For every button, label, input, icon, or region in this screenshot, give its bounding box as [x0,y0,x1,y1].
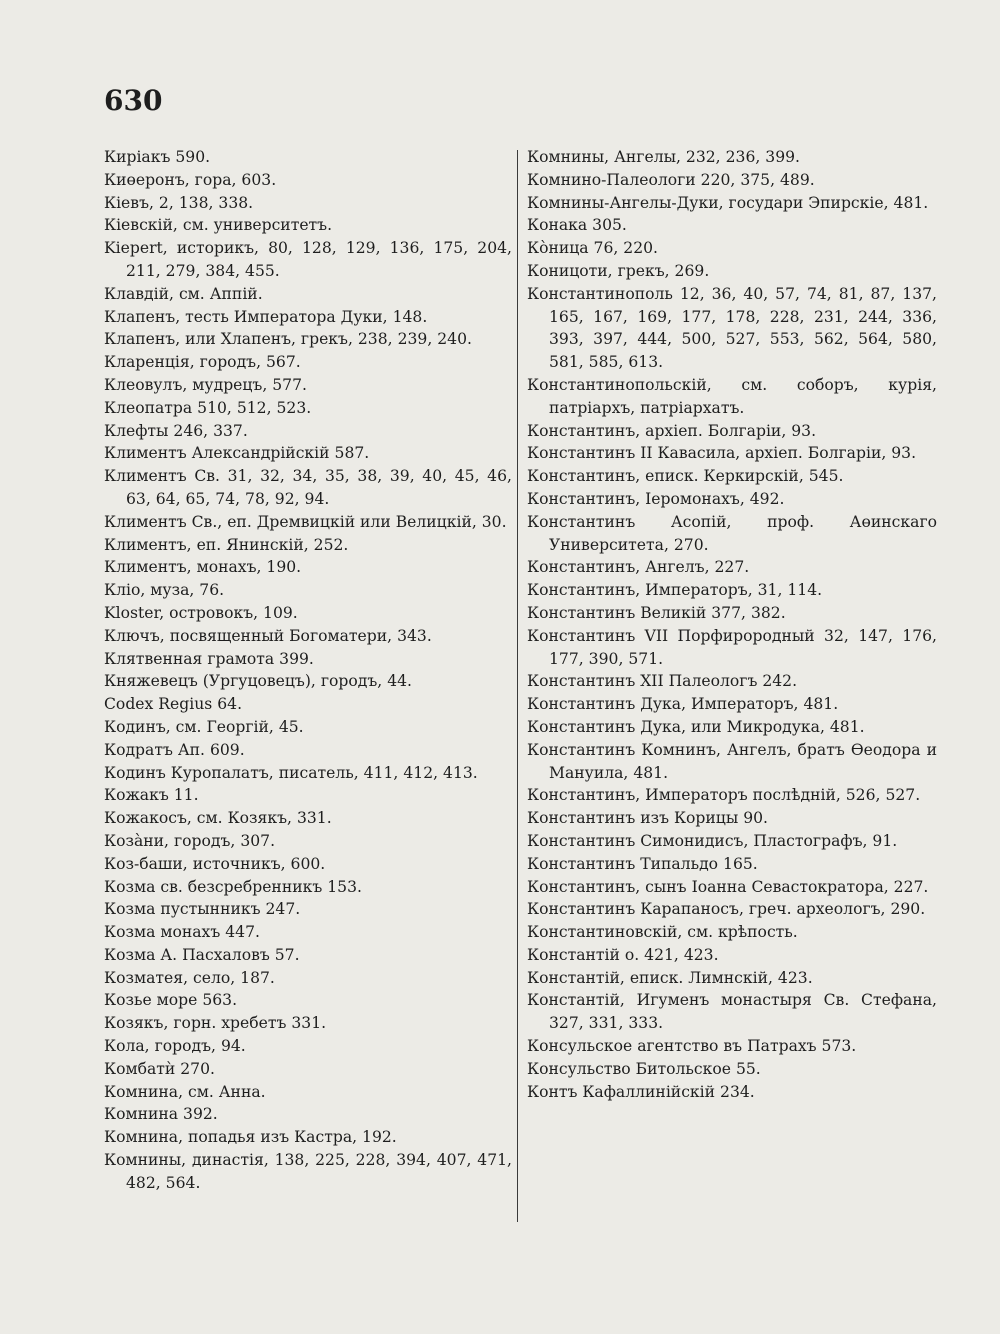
index-entry: Константинъ, сынъ Іоанна Севастократора, 227. [527,877,929,896]
index-entry: Клеопатра 510, 512, 523. [104,398,312,417]
page-number: 630 [104,84,163,117]
index-entry: Константій, Игуменъ монастыря Св. Стефана, 327, 331, 333. [527,991,937,1033]
index-entry: Кола, городъ, 94. [104,1037,246,1056]
index-entry: Кòница 76, 220. [527,239,659,258]
index-entry: Контъ Кафаллинійскій 234. [527,1082,755,1101]
index-entry: Климентъ Св. 31, 32, 34, 35, 38, 39, 40, 45, 46, 63, 64, 65, 74, 78, 92, 94. [104,467,512,508]
index-entry: Константинъ, Императоръ, 31, 114. [527,581,823,600]
index-entry: Клефты 246, 337. [104,421,248,440]
index-entry: Константинъ Карапаносъ, греч. археологъ, 290. [527,900,926,919]
index-entry: Козма А. Пасхаловъ 57. [104,945,300,964]
index-entry: Ключъ, посвященный Богоматери, 343. [104,626,432,645]
index-entry: Кожакъ 11. [104,786,199,805]
index-entry: Княжевецъ (Ургуцовецъ), городъ, 44. [104,672,412,691]
index-entry: Константинопольскій, см. соборъ, курія, патріархъ, патріархатъ. [527,375,937,417]
index-entry: Конака 305. [527,216,627,235]
index-entry: Константинъ, архіеп. Болгаріи, 93. [527,421,817,440]
index-entry: Климентъ, монахъ, 190. [104,558,302,577]
index-entry: Клавдій, см. Аппій. [104,284,263,303]
index-entry: Константинъ Дука, Императоръ, 481. [527,695,839,714]
index-entry: Константинъ Дука, или Микродука, 481. [527,717,865,736]
index-entry: Кодинъ Куропалатъ, писатель, 411, 412, 413. [104,763,478,782]
index-entry: Комнина, см. Анна. [104,1082,266,1101]
index-entry: Kloster, островокъ, 109. [104,603,298,622]
left-index-column [104,146,512,1195]
index-entry: Кожакосъ, см. Козякъ, 331. [104,809,332,828]
index-entry: Константинъ XII Палеологъ 242. [527,672,798,691]
index-entry: Константинъ Типальдо 165. [527,854,758,873]
index-entry: Козье море 563. [104,991,238,1010]
index-entry: Константинъ изъ Корицы 90. [527,809,768,828]
index-entry: Комнины, династія, 138, 225, 228, 394, 407, 471, 482, 564. [104,1151,512,1192]
index-entry: Константинъ, Іеромонахъ, 492. [527,489,785,508]
index-entry: Козма монахъ 447. [104,923,260,942]
index-entry: Козàни, городъ, 307. [104,831,276,850]
index-entry: Клапенъ, или Хлапенъ, грекъ, 238, 239, 240. [104,330,472,349]
column-divider [517,150,518,1222]
index-entry: Клятвенная грамота 399. [104,649,314,668]
index-entry: Киріакъ 590. [104,148,211,166]
index-entry: Козматея, село, 187. [104,968,275,987]
index-entry: Кодратъ Ап. 609. [104,740,245,759]
index-entry: Клеовулъ, мудрецъ, 577. [104,375,307,394]
index-entry: Комнина, попадья изъ Кастра, 192. [104,1128,397,1147]
index-entry: Константинъ, Императоръ послѣдній, 526, 527. [527,786,921,805]
index-entry: Киөеронъ, гора, 603. [104,170,277,189]
index-entry: Константинъ II Кавасила, архіеп. Болгаріи, 93. [527,444,917,463]
index-entry: Константинъ Комнинъ, Ангелъ, братъ Өеодора и Мануила, 481. [527,740,937,782]
index-entry: Константиновскій, см. крѣпость. [527,923,798,942]
right-index-column [527,146,937,1103]
index-entry: Константинъ Великій 377, 382. [527,603,786,622]
index-entry: Коз-баши, источникъ, 600. [104,854,326,873]
index-entry: Константинъ Асопій, проф. Аөинскаго Университета, 270. [527,512,937,554]
index-entry: Козякъ, горн. хребетъ 331. [104,1014,327,1033]
index-entry: Комнина 392. [104,1105,218,1124]
index-entry: Клапенъ, тесть Императора Дуки, 148. [104,307,428,326]
index-entry: Константинъ Симонидисъ, Пластографъ, 91. [527,831,898,850]
index-entry: Консульское агентство въ Патрахъ 573. [527,1037,857,1056]
index-entry: Климентъ Александрійскій 587. [104,444,370,463]
index-entry: Кодинъ, см. Георгій, 45. [104,717,304,736]
index-entry: Комнино-Палеологи 220, 375, 489. [527,170,815,189]
index-entry: Константинъ, Ангелъ, 227. [527,558,750,577]
index-entry: Консульство Битольское 55. [527,1059,761,1078]
index-entry: Константинъ VII Порфирородный 32, 147, 176, 177, 390, 571. [527,626,937,668]
index-entry: Кліо, муза, 76. [104,581,225,600]
index-entry: Козма пустынникъ 247. [104,900,301,919]
index-entry: Комнины, Ангелы, 232, 236, 399. [527,148,800,166]
index-entry: Кларенція, городъ, 567. [104,353,301,372]
index-entry: Kiepert, историкъ, 80, 128, 129, 136, 175, 204, 211, 279, 384, 455. [104,239,512,280]
index-entry: Константинъ, еписк. Керкирскій, 545. [527,467,844,486]
index-entry: Климентъ Св., еп. Дремвицкій или Велицкій, 30. [104,512,507,531]
index-entry: Константій о. 421, 423. [527,945,719,964]
index-entry: Константинополь 12, 36, 40, 57, 74, 81, 87, 137, 165, 167, 169, 177, 178, 228, 231, 244, 336, 393, 397, 444, 500, 527, 553, 562, 564, 580, 581, 585, 613. [527,284,937,372]
index-entry: Кіевъ, 2, 138, 338. [104,193,254,212]
index-entry: Константій, еписк. Лимнскій, 423. [527,968,813,987]
index-entry: Комбатѝ 270. [104,1059,215,1078]
index-entry: Климентъ, еп. Янинскій, 252. [104,535,349,554]
index-entry: Codex Regius 64. [104,695,243,714]
index-entry: Комнины-Ангелы-Дуки, государи Эпирскіе, 481. [527,193,929,212]
index-entry: Коницоти, грекъ, 269. [527,261,710,280]
index-entry: Кіевскій, см. университетъ. [104,216,333,235]
index-entry: Козма св. безсребренникъ 153. [104,877,362,896]
